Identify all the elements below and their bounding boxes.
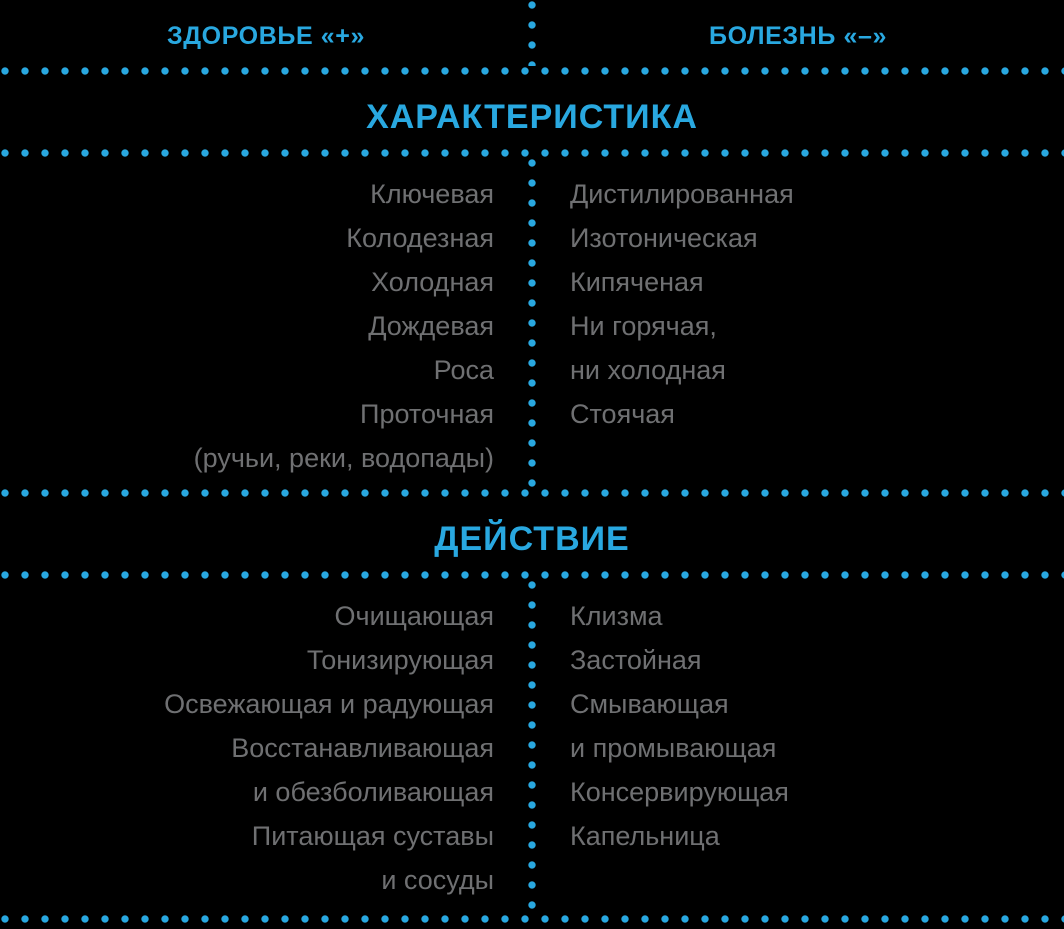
list-item: Кипяченая (570, 267, 704, 297)
column-header-illness: БОЛЕЗНЬ «–» (709, 21, 887, 50)
list-item: Дождевая (368, 311, 494, 341)
list-item: Клизма (570, 601, 663, 631)
divider-horizontal-5 (0, 914, 1064, 924)
list-item: Питающая суставы (251, 821, 494, 851)
cell-action-health (0, 580, 532, 914)
list-item: Проточная (360, 399, 494, 429)
cell-characteristic-health (0, 158, 532, 488)
list-item: Застойная (570, 645, 702, 675)
list-item: и обезболивающая (252, 777, 494, 807)
list-item: Капельница (570, 821, 720, 851)
list-item: и сосуды (381, 865, 494, 895)
divider-vertical-header (527, 0, 537, 66)
list-item: Ни горячая, (570, 311, 717, 341)
list-item: Смывающая (570, 689, 729, 719)
section-title-action: ДЕЙСТВИЕ (434, 519, 630, 558)
list-item: Холодная (371, 267, 494, 297)
column-header-health: ЗДОРОВЬЕ «+» (167, 21, 365, 50)
list-item: Консервирующая (570, 777, 789, 807)
list-item: Роса (433, 355, 494, 385)
list-item: и промывающая (570, 733, 777, 763)
list-item: Очищающая (334, 601, 494, 631)
list-item: Колодезная (346, 223, 494, 253)
list-item: (ручьи, реки, водопады) (193, 443, 494, 473)
divider-horizontal-4 (0, 570, 1064, 580)
divider-horizontal-3 (0, 488, 1064, 498)
divider-horizontal-2 (0, 148, 1064, 158)
cell-characteristic-illness (532, 158, 1064, 488)
list-item: Ключевая (370, 179, 494, 209)
list-item: Дистилированная (570, 179, 794, 209)
list-item: Освежающая и радующая (164, 689, 494, 719)
list-item: Тонизирующая (306, 645, 494, 675)
list-item: Стоячая (570, 399, 675, 429)
list-item: Восстанавливающая (231, 733, 494, 763)
section-title-characteristic: ХАРАКТЕРИСТИКА (366, 97, 698, 136)
divider-vertical-section-1 (527, 158, 537, 488)
divider-horizontal-1 (0, 66, 1064, 76)
list-item: ни холодная (570, 355, 726, 385)
cell-action-illness (532, 580, 1064, 914)
divider-vertical-section-2 (527, 580, 537, 914)
list-item: Изотоническая (570, 223, 758, 253)
